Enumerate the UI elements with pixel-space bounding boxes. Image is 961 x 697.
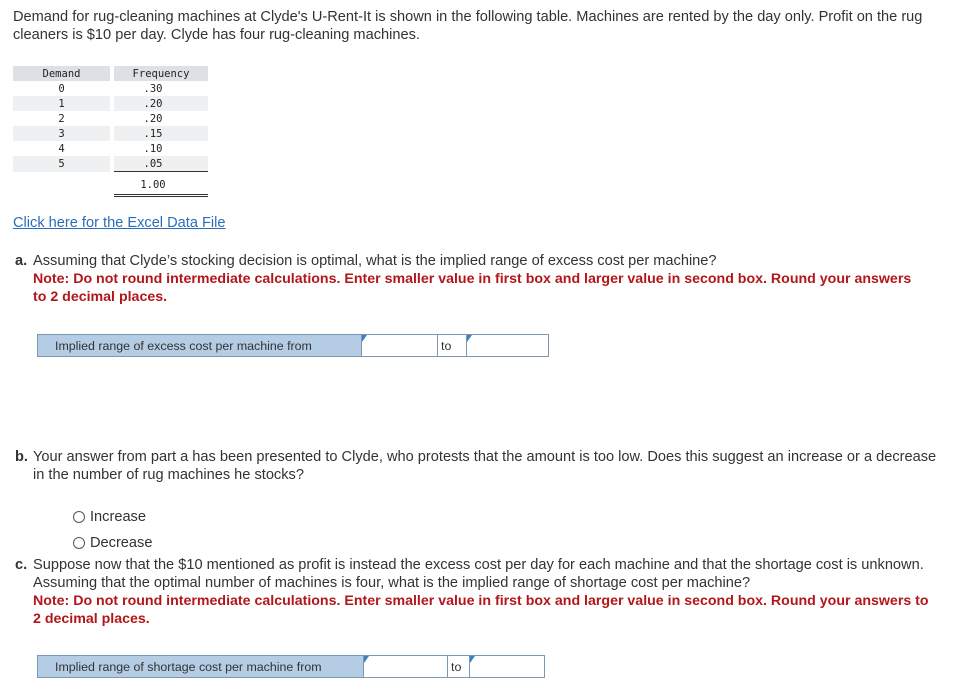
frequency-cell: .30 (114, 81, 208, 96)
demand-cell: 3 (13, 126, 110, 141)
part-a-question: Assuming that Clyde’s stocking decision is optimal, what is the implied range of excess cost per machine? (33, 253, 717, 269)
demand-cell: 2 (13, 111, 110, 126)
option-increase[interactable] (73, 504, 152, 530)
column-header-frequency: Frequency (114, 66, 208, 81)
excess-cost-low-input[interactable] (362, 335, 437, 356)
column-header-demand: Demand (13, 66, 110, 81)
part-b-letter: b. (15, 449, 28, 465)
part-a-letter: a. (15, 253, 28, 269)
frequency-cell: .20 (114, 111, 208, 126)
excess-cost-high-field[interactable] (467, 334, 549, 357)
question-part-a (15, 252, 915, 306)
part-b-question: Your answer from part a has been presented to Clyde, who protests that the amount is too low. Does this suggest an increase or a decrease in the number of rug machines he stocks? (33, 449, 937, 483)
option-increase-label: Increase (90, 509, 146, 525)
answer-row-excess-cost (37, 334, 549, 357)
shortage-cost-low-input[interactable] (364, 656, 447, 677)
excel-data-file-link[interactable]: Click here for the Excel Data File (13, 215, 226, 231)
option-decrease[interactable] (73, 530, 152, 556)
table-row (13, 111, 208, 126)
table-row (13, 81, 208, 96)
radio-button-icon[interactable] (73, 511, 85, 523)
to-label: to (448, 655, 470, 678)
shortage-cost-high-input[interactable] (470, 656, 544, 677)
table-row (13, 156, 208, 172)
radio-button-icon[interactable] (73, 537, 85, 549)
to-label: to (438, 334, 467, 357)
excess-cost-low-field[interactable] (362, 334, 438, 357)
part-c-note: Note: Do not round intermediate calculations. Enter smaller value in first box and larger value in second box. Round your answers to 2 decimal places. (33, 593, 929, 627)
frequency-total: 1.00 (114, 172, 208, 196)
question-part-b (15, 448, 945, 484)
problem-intro: Demand for rug-cleaning machines at Clyde's U-Rent-It is shown in the following table. Machines are rented by the day only. Profit on the rug cleaners is $10 per day. Clyde has four rug-cleaning machines. (13, 9, 923, 43)
frequency-cell: .05 (114, 156, 208, 172)
demand-cell: 1 (13, 96, 110, 111)
table-row (13, 96, 208, 111)
option-decrease-label: Decrease (90, 535, 153, 551)
excess-cost-label: Implied range of excess cost per machine from (37, 334, 362, 357)
question-part-c (15, 556, 935, 628)
frequency-cell: .15 (114, 126, 208, 141)
answer-row-shortage-cost (37, 655, 545, 678)
input-marker-icon (470, 656, 475, 663)
table-row (13, 126, 208, 141)
part-c-letter: c. (15, 557, 28, 573)
demand-cell: 5 (13, 156, 110, 172)
demand-frequency-table (13, 66, 208, 197)
part-b-options (73, 504, 152, 556)
input-marker-icon (364, 656, 369, 663)
part-a-note: Note: Do not round intermediate calculations. Enter smaller value in first box and larger value in second box. Round your answers to 2 decimal places. (33, 271, 912, 305)
input-marker-icon (362, 335, 367, 342)
demand-cell: 0 (13, 81, 110, 96)
frequency-cell: .20 (114, 96, 208, 111)
demand-cell: 4 (13, 141, 110, 156)
table-total-row (13, 172, 208, 196)
table-row (13, 141, 208, 156)
shortage-cost-label: Implied range of shortage cost per machine from (37, 655, 364, 678)
excess-cost-high-input[interactable] (467, 335, 548, 356)
shortage-cost-low-field[interactable] (364, 655, 448, 678)
shortage-cost-high-field[interactable] (470, 655, 545, 678)
input-marker-icon (467, 335, 472, 342)
frequency-cell: .10 (114, 141, 208, 156)
part-c-question: Suppose now that the $10 mentioned as profit is instead the excess cost per day for each machine and that the shortage cost is unknown. Assuming that the optimal number of machines is four, what is the implied range of shortage cost per machine? (33, 557, 924, 591)
